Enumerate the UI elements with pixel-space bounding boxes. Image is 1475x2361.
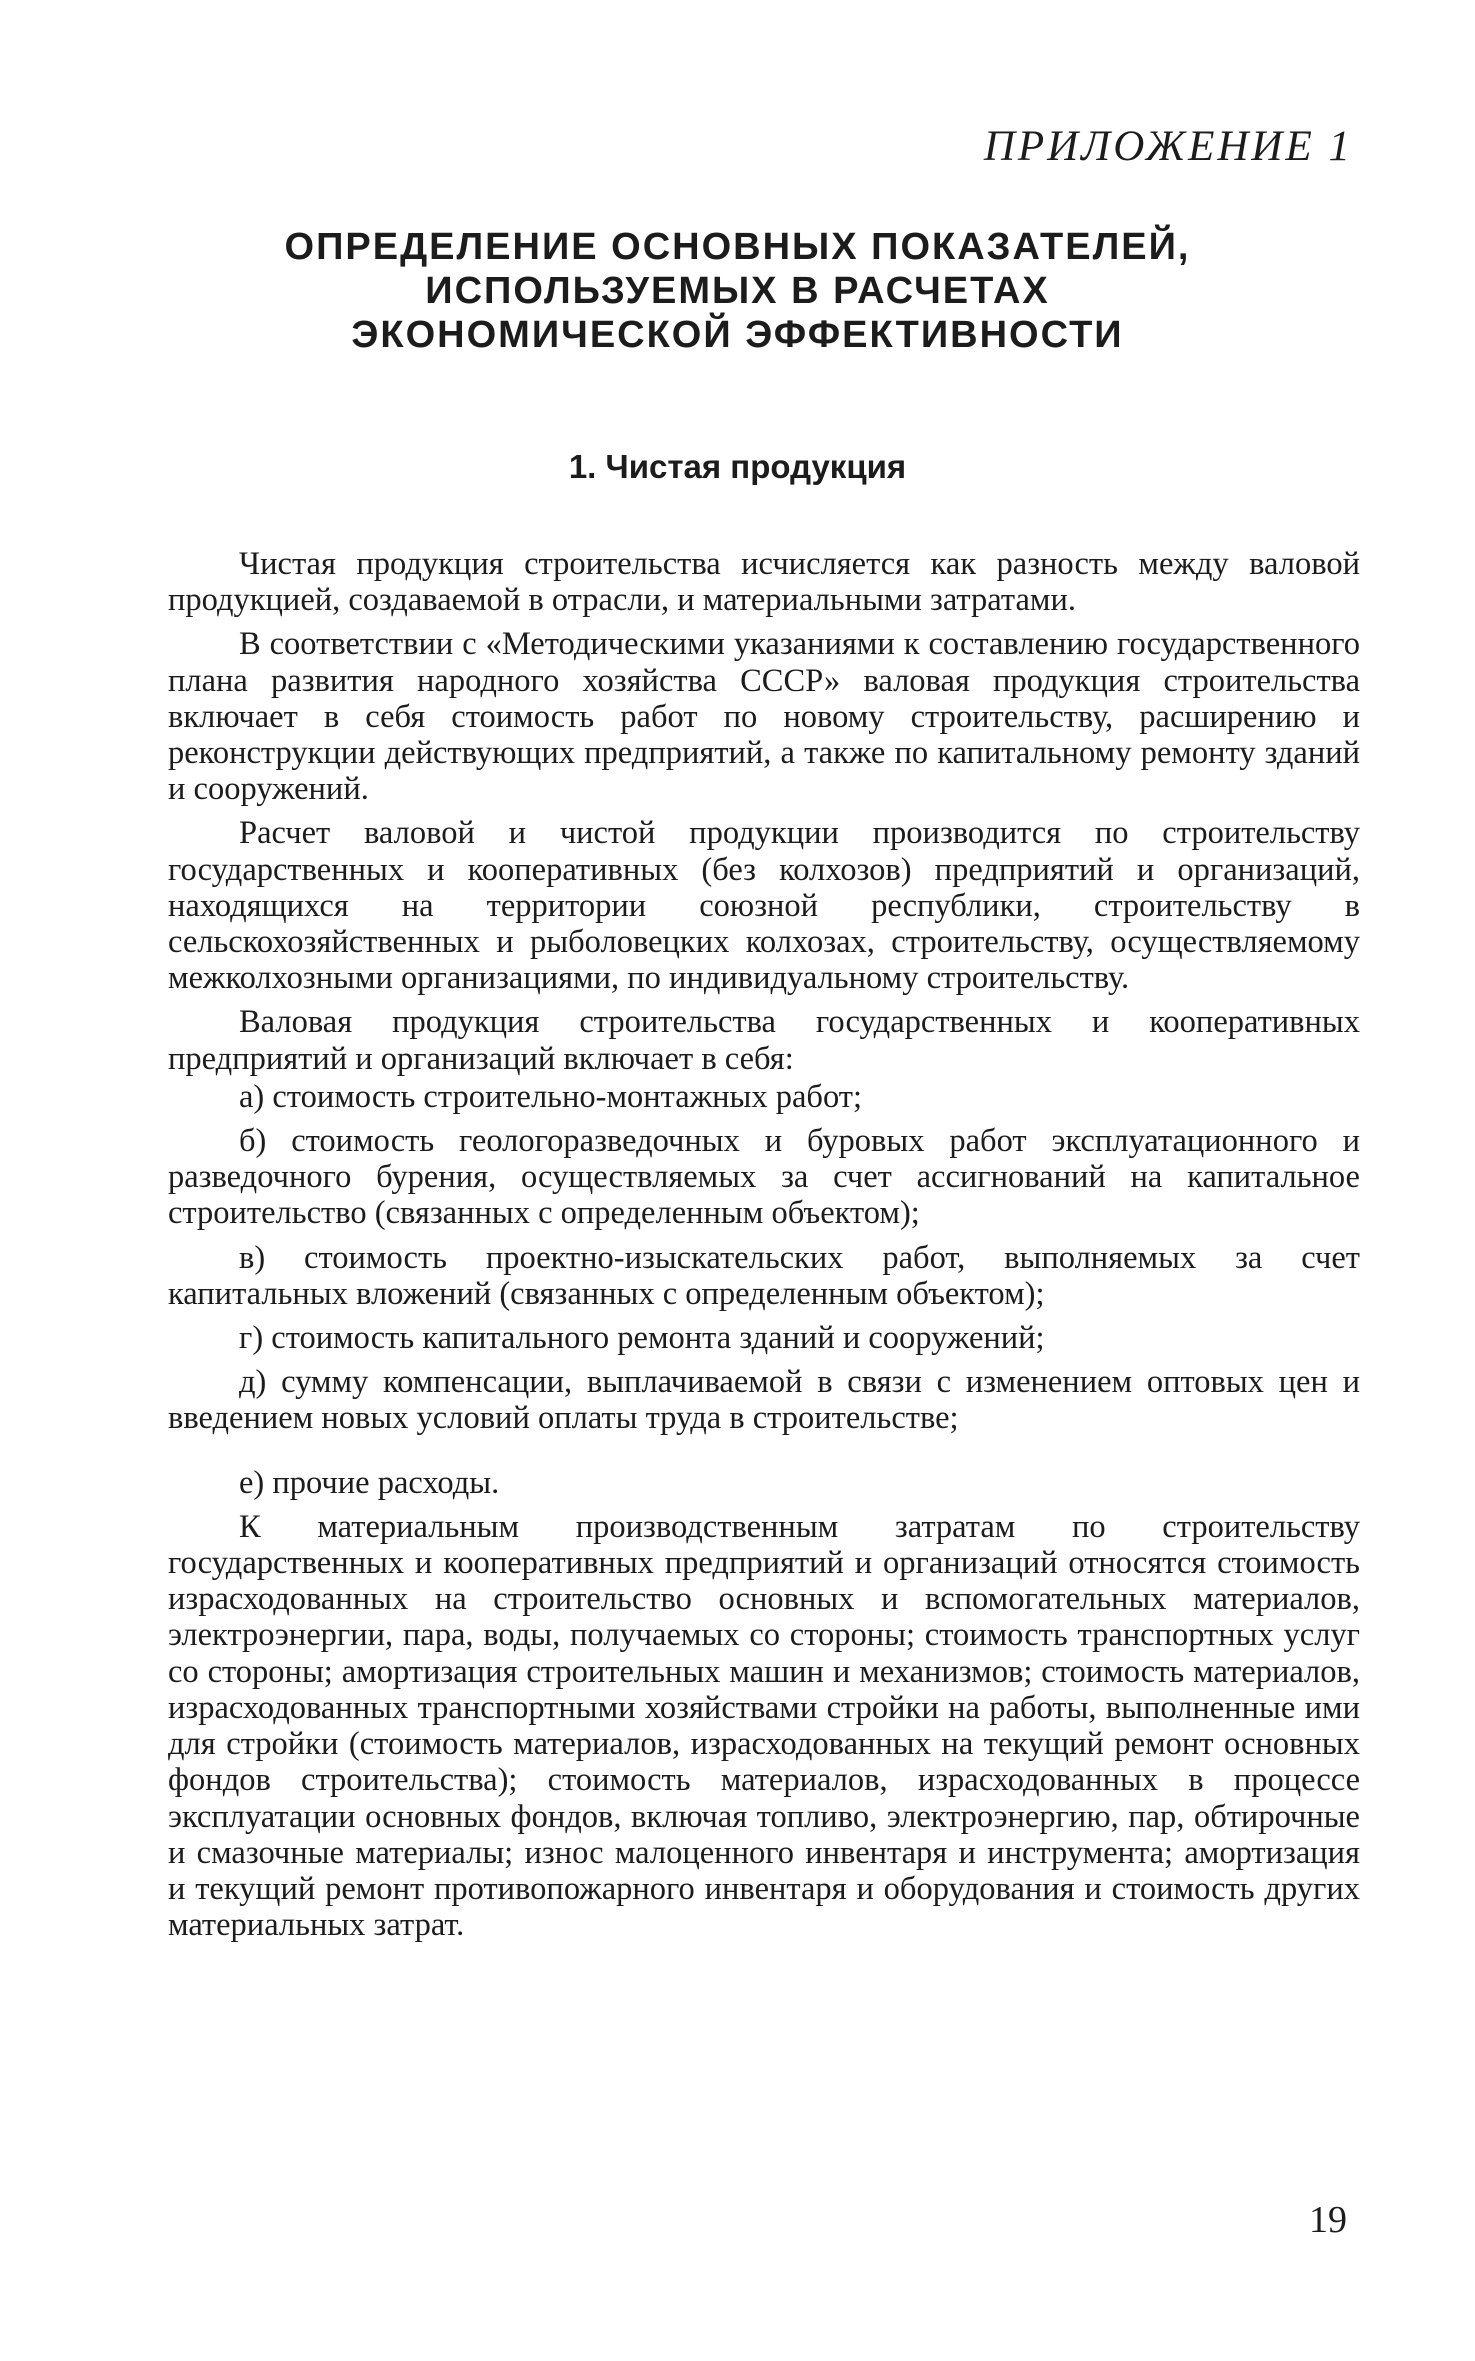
- list-item-e: е) прочие расходы.: [239, 1464, 500, 1501]
- title-line-2: ИСПОЛЬЗУЕМЫХ В РАСЧЕТАХ: [425, 270, 1050, 312]
- title-line-3: ЭКОНОМИЧЕСКОЙ ЭФФЕКТИВНОСТИ: [351, 314, 1124, 356]
- list-item-v: в) стоимость проектно-изыскательских работ, выполняемых за счет капитальных вложений (связанных с определенным объектом);: [168, 1239, 1360, 1312]
- paragraph-material-costs: К материальным производственным затратам по строительству государственных и кооперативных предприятий и организаций относятся стоимость израсходованных на строительство основных и вспомогательных материалов, электроэнергии, пара, воды, получаемых со стороны; стоимость транспортных услуг со стороны; амортизация строительных машин и механизмов; стоимость материалов, израсходованных транспортными хозяйствами стройки на работы, выполненные ими для стройки (стоимость материалов, израсходованных на текущий ремонт основных фондов строительства); стоимость материалов, израсходованных в процессе эксплуатации основных фондов, включая топливо, электроэнергию, пар, обтирочные и смазочные материалы; износ малоценного инвентаря и инструмента; амортизация и текущий ремонт противопожарного инвентаря и оборудования и стоимость других материальных затрат.: [168, 1508, 1360, 1944]
- paragraph-gross-output-definition: В соответствии с «Методическими указаниями к составлению государственного плана развития народного хозяйства СССР» валовая продукция строительства включает в себя стоимость работ по новому строительству, расширению и реконструкции действующих предприятий, а также по капитальному ремонту зданий и сооружений.: [168, 626, 1360, 808]
- page-title: [180, 225, 1295, 357]
- appendix-label: ПРИЛОЖЕНИЕ 1: [983, 123, 1353, 170]
- list-item-b: б) стоимость геологоразведочных и буровых работ эксплуатационного и разведочного бурения, осуществляемых за счет ассигнований на капитальное строительство (связанных с определенным объектом);: [168, 1123, 1360, 1232]
- paragraph-gross-output-includes: Валовая продукция строительства государственных и кооперативных предприятий и организаций включает в себя:: [168, 1004, 1360, 1077]
- list-item-g: г) стоимость капитального ремонта зданий и сооружений;: [239, 1320, 1045, 1357]
- paragraph-net-output: Чистая продукция строительства исчисляется как разность между валовой продукцией, создаваемой в отрасли, и материальными затратами.: [168, 546, 1360, 619]
- list-item-d: д) сумму компенсации, выплачиваемой в связи с изменением оптовых цен и введением новых условий оплаты труда в строительстве;: [168, 1364, 1360, 1437]
- page-number: 19: [1309, 2199, 1347, 2241]
- body-text: [168, 546, 1360, 1951]
- title-line-1: ОПРЕДЕЛЕНИЕ ОСНОВНЫХ ПОКАЗАТЕЛЕЙ,: [284, 226, 1191, 268]
- paragraph-calculation-scope: Расчет валовой и чистой продукции производится по строительству государственных и кооперативных (без колхозов) предприятий и организаций, находящихся на территории союзной республики, строительству в сельскохозяйственных и рыболовецких колхозах, строительству, осуществляемому межколхозными организациями, по индивидуальному строительству.: [168, 815, 1360, 997]
- list-item-a: а) стоимость строительно-монтажных работ;: [239, 1078, 863, 1115]
- section-heading: 1. Чистая продукция: [568, 448, 907, 485]
